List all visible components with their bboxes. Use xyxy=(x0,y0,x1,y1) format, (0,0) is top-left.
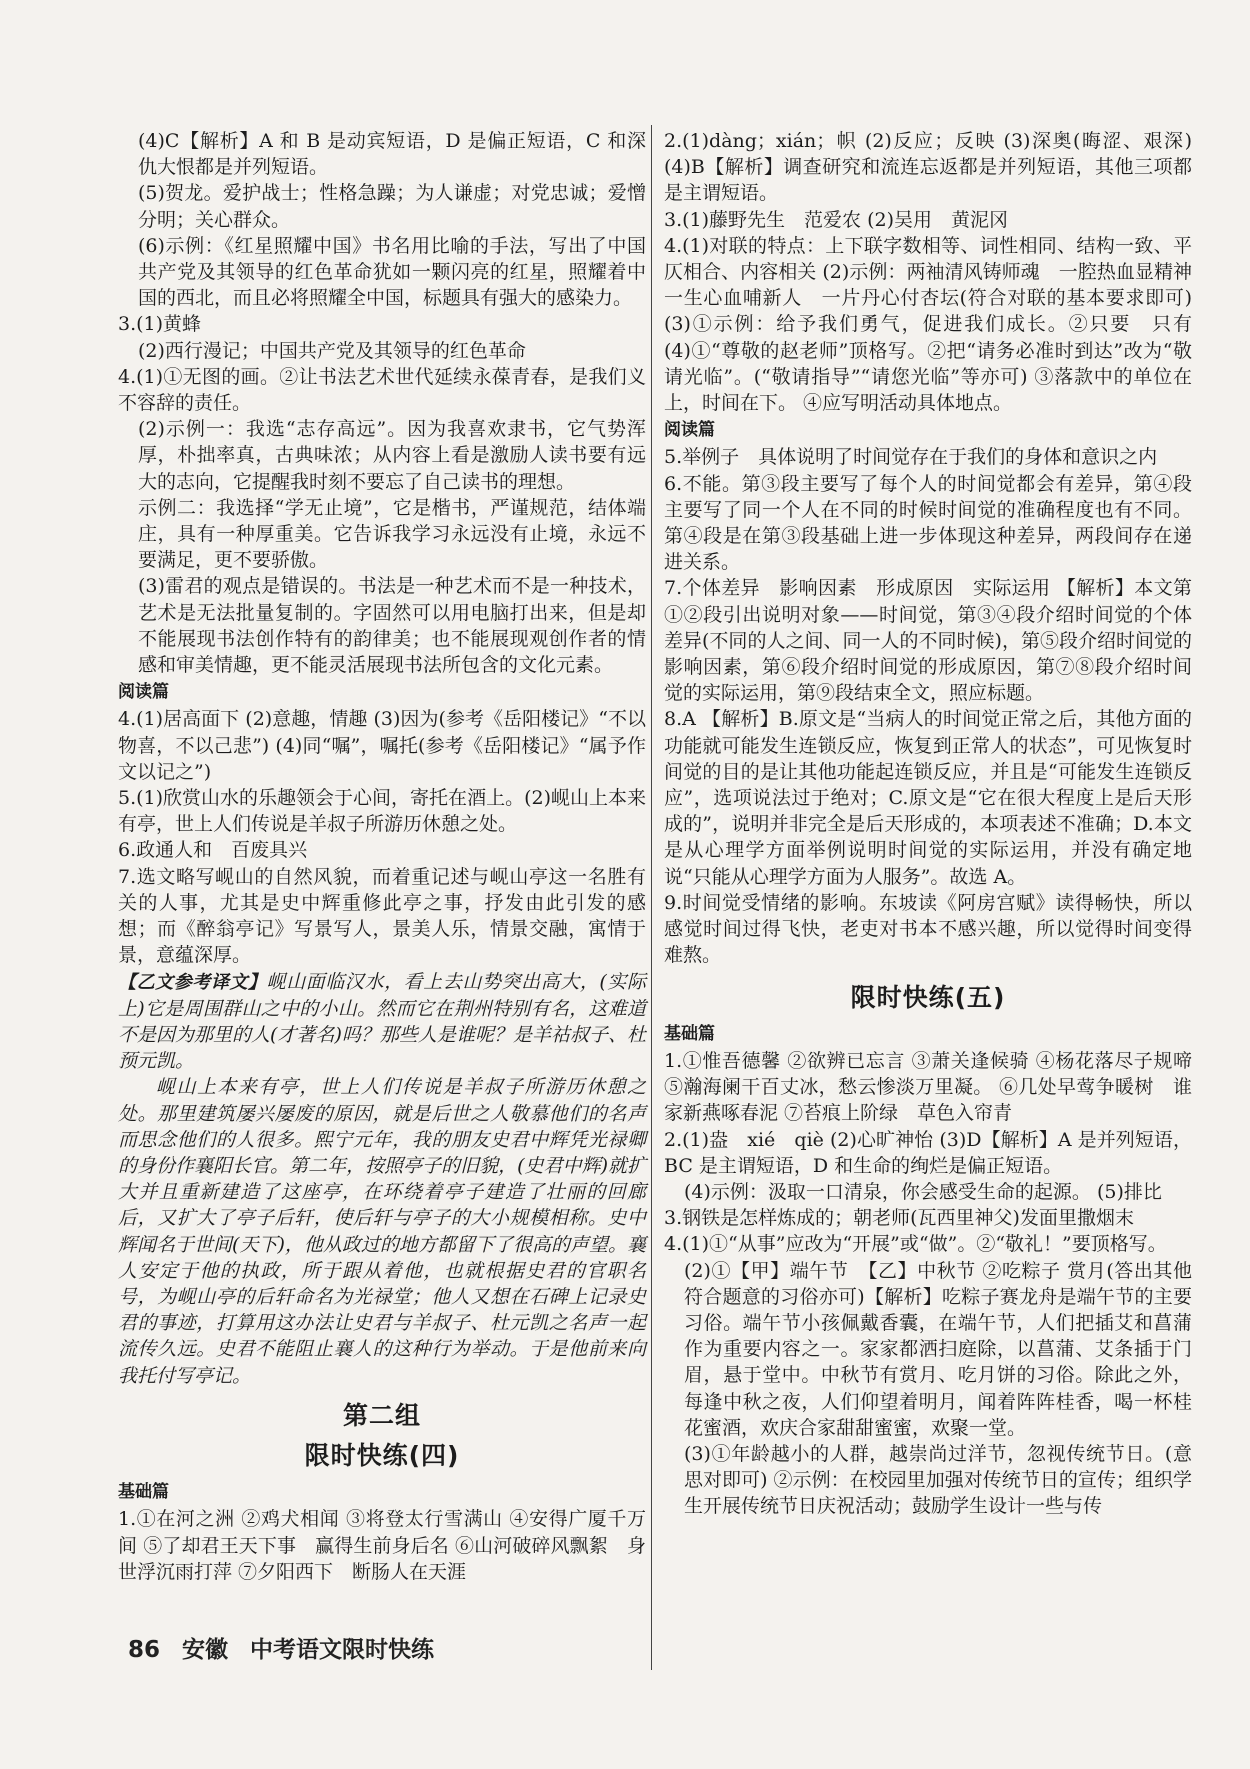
answer-paragraph: (2)示例一：我选“志存高远”。因为我喜欢隶书，它气势浑厚，朴拙率真，古典味浓；从内容上看是激励人读书要有远大的志向，它提醒我时刻不要忘了自己读书的理想。 xyxy=(138,418,646,493)
answer-paragraph: 2.(1)dàng；xián；帜 (2)反应；反映 (3)深奥(晦涩、艰深) (4)B【解析】调查研究和流连忘返都是并列短语，其他三项都是主谓短语。 xyxy=(664,130,1192,205)
translation-paragraph-2: 岘山上本来有亭，世上人们传说是羊叔子所游历休憩之处。那里建筑屡兴屡废的原因，就是后世之人敬慕他们的名声而思念他们的人很多。熙宁元年，我的朋友史君中辉凭光禄卿的身份作襄阳长官。第二年，按照亭子的旧貌，(史君中辉)就扩大并且重新建造了这座亭，在环绕着亭子建造了壮丽的回廊后，又扩大了亭子后轩，使后轩与亭子的大小规模相称。史中辉闻名于世间(天下)，他从政过的地方都留下了很高的声望。襄人安定于他的执政，所于跟从着他，也就根据史君的官职名号，为岘山亭的后轩命名为光禄堂；他人又想在石碑上记录史君的事迹，打算用这办法让史君与羊叔子、杜元凯之名声一起流传久远。史君不能阻止襄人的这种行为举动。于是他前来向我托付写亭记。 xyxy=(118,1076,646,1387)
reading-heading-right: 阅读篇 xyxy=(664,420,715,441)
answer-paragraph: 6.不能。第③段主要写了每个人的时间觉都会有差异，第④段主要写了同一个人在不同的时候时间觉的准确程度也有不同。第④段是在第③段基础上进一步体现这种差异，两段间存在递进关系。 xyxy=(664,472,1192,574)
answer-paragraph: 3.(1)黄蜂 xyxy=(118,313,202,336)
practice-4-title: 限时快练(四) xyxy=(304,1440,460,1470)
answer-paragraph: 1.①在河之洲 ②鸡犬相闻 ③将登太行雪满山 ④安得广厦千万间 ⑤了却君王天下事 赢得生前身后名 ⑥山河破碎风飘絮 身世浮沉雨打萍 ⑦夕阳西下 断肠人在天涯 xyxy=(118,1508,646,1583)
answer-paragraph: 2.(1)盎 xié qiè (2)心旷神怡 (3)D【解析】A 是并列短语，BC 是主谓短语，D 和生命的绚烂是偏正短语。 xyxy=(664,1128,1192,1177)
answer-paragraph: (4)示例：汲取一口清泉，你会感受生命的起源。 (5)排比 xyxy=(684,1180,1162,1203)
answer-paragraph: (5)贺龙。爱护战士；性格急躁；为人谦虚；对党忠诚；爱憎分明；关心群众。 xyxy=(138,182,646,231)
right-column xyxy=(664,128,1212,1520)
reading-heading: 阅读篇 xyxy=(118,682,169,703)
group-title: 第二组 xyxy=(342,1400,421,1430)
watermark-1: ​ xyxy=(271,640,289,768)
answer-paragraph: 5.举例子 具体说明了时间觉存在于我们的身体和意识之内 xyxy=(664,446,1158,469)
answer-paragraph: 8.A 【解析】B.原文是“当病人的时间觉正常之后，其他方面的功能就可能发生连锁反应，恢复到正常人的状态”，可见恢复时间觉的目的是让其他功能起连锁反应，并且是“可能发生连锁反应”，选项说法过于绝对；C.原文是“它在很大程度上是后天形成的”，说明并非完全是后天形成的，本项表述不准确；D.本文是从心理学方面举例说明时间觉的实际运用，并没有确定地说“只能从心理学方面为人服务”。故选 A。 xyxy=(664,708,1192,888)
translation-label: 【乙文参考译文】 xyxy=(118,971,267,993)
answer-paragraph: (4)C【解析】A 和 B 是动宾短语，D 是偏正短语，C 和深仇大恨都是并列短语。 xyxy=(138,130,646,179)
basic-heading-left: 基础篇 xyxy=(118,1482,169,1503)
answer-paragraph: 4.(1)居高面下 (2)意趣，情趣 (3)因为(参考《岳阳楼记》“不以物喜，不以己悲”) (4)同“嘱”，嘱托(参考《岳阳楼记》“属予作文以记之”) xyxy=(118,708,646,783)
practice-5-title: 限时快练(五) xyxy=(850,982,1006,1012)
right-block2 xyxy=(664,444,1192,968)
footer-province: 安徽 xyxy=(182,1637,229,1663)
answer-paragraph: (3)雷君的观点是错误的。书法是一种艺术而不是一种技术，艺术是无法批量复制的。字固然可以用电脑打出来，但是却不能展现书法创作特有的韵律美；也不能展现观创作者的情感和审美情趣，更不能灵活展现书法所包含的文化元素。 xyxy=(138,575,646,677)
answer-paragraph: 7.个体差异 影响因素 形成原因 实际运用 【解析】本文第①②段引出说明对象——时间觉，第③④段介绍时间觉的个体差异(不同的人之间、同一人的不同时候)，第⑤段介绍时间觉的影响因素，第⑥段介绍时间觉的形成原因，第⑦⑧段介绍时间觉的实际运用，第⑨段结束全文，照应标题。 xyxy=(664,577,1192,705)
left-block1 xyxy=(118,128,646,678)
footer-book-title: 中考语文限时快练 xyxy=(250,1637,435,1663)
answer-paragraph: 7.选文略写岘山的自然风貌，而着重记述与岘山亭这一名胜有关的人事，尤其是史中辉重修此亭之事，抒发由此引发的感想；而《醉翁亭记》写景写人，景美人乐，情景交融，寓情于景，意蕴深厚。 xyxy=(118,865,646,967)
answer-paragraph: 9.时间觉受情绪的影响。东坡读《阿房宫赋》读得畅快，所以感觉时间过得飞快，老吏对书本不感兴趣，所以觉得时间变得难熬。 xyxy=(664,891,1192,967)
page-number: 86 xyxy=(128,1637,161,1663)
right-block3 xyxy=(664,1048,1192,1520)
answer-paragraph: 3.(1)藤野先生 范爱农 (2)吴用 黄泥冈 xyxy=(664,208,1008,231)
answer-paragraph: (2)西行漫记；中国共产党及其领导的红色革命 xyxy=(138,339,526,362)
page-footer xyxy=(128,1631,448,1664)
answer-paragraph: 4.(1)对联的特点：上下联字数相等、词性相同、结构一致、平仄相合、内容相关 (2)示例：两袖清风铸师魂 一腔热血显精神 一生心血哺新人 一片丹心付杏坛(符合对联的基本要求即可) (3)①示例：给予我们勇气，促进我们成长。②只要 只有 (4)①“尊敬的赵老师”顶格写。②把“请务必准时到达”改为“敬请光临”。(“敬请指导”“请您光临”等亦可) ③落款中的单位在上，时间在下。 ④应写明活动具体地点。 xyxy=(664,234,1212,415)
answer-paragraph: 3.钢铁是怎样炼成的；朝老师(瓦西里神父)发面里撒烟末 xyxy=(664,1207,1134,1230)
translation-paragraph-1 xyxy=(118,969,646,1075)
answer-paragraph: (6)示例：《红星照耀中国》书名用比喻的手法，写出了中国共产党及其领导的红色革命犹如一颗闪亮的红星，照耀着中国的西北，而且必将照耀全中国，标题具有强大的感染力。 xyxy=(138,234,646,310)
basic-heading-right: 基础篇 xyxy=(664,1023,715,1044)
right-block1 xyxy=(664,128,1212,416)
left-block2 xyxy=(118,706,646,968)
answer-paragraph: (2)①【甲】端午节 【乙】中秋节 ②吃粽子 赏月(答出其他符合题意的习俗亦可)【解析】吃粽子赛龙舟是端午节的主要习俗。端午节小孩佩戴香囊，在端午节，人们把插艾和菖蒲作为重要内容之一。家家都洒扫庭除，以菖蒲、艾条插于门眉，悬于堂中。中秋节有赏月、吃月饼的习俗。除此之外，每逢中秋之夜，人们仰望着明月，闻着阵阵桂香，喝一杯桂花蜜酒，欢庆合家甜甜蜜蜜，欢聚一堂。 xyxy=(684,1259,1192,1439)
left-block3 xyxy=(118,1506,646,1585)
column-divider xyxy=(651,125,652,1670)
answer-paragraph: 4.(1)①无图的画。②让书法艺术世代延续永葆青春，是我们义不容辞的责任。 xyxy=(118,365,646,415)
translation-text-1: 岘山面临汉水，看上去山势突出高大，(实际上)它是周围群山之中的小山。然而它在荆州特别有名，这难道不是因为那里的人(才著名)吗？那些人是谁呢？是羊祜叔子、杜预元凯。 xyxy=(118,970,647,1073)
answer-paragraph: 1.①惟吾德馨 ②欲辨已忘言 ③萧关逢候骑 ④杨花落尽子规啼 ⑤瀚海阑干百丈冰，愁云惨淡万里凝。 ⑥几处早莺争暖树 谁家新燕啄春泥 ⑦苔痕上阶绿 草色入帘青 xyxy=(664,1049,1192,1125)
answer-paragraph: (3)①年龄越小的人群，越崇尚过洋节，忽视传统节日。(意思对即可) ②示例：在校园里加强对传统节日的宣传；组织学生开展传统节日庆祝活动；鼓励学生设计一些与传 xyxy=(684,1442,1192,1518)
left-column xyxy=(118,128,646,1585)
answer-paragraph: 4.(1)①“从事”应改为“开展”或“做”。②“敬礼！”要顶格写。 xyxy=(664,1233,1167,1256)
answer-paragraph: 5.(1)欣赏山水的乐趣领会于心间，寄托在酒上。(2)岘山上本来有亭，世上人们传说是羊叔子所游历休憩之处。 xyxy=(118,787,646,836)
answer-paragraph: 示例二：我选择“学无止境”，它是楷书，严谨规范，结体端庄，具有一种厚重美。它告诉我学习永远没有止境，永远不要满足，更不要骄傲。 xyxy=(138,496,646,572)
answer-paragraph: 6.政通人和 百废具兴 xyxy=(118,839,308,862)
